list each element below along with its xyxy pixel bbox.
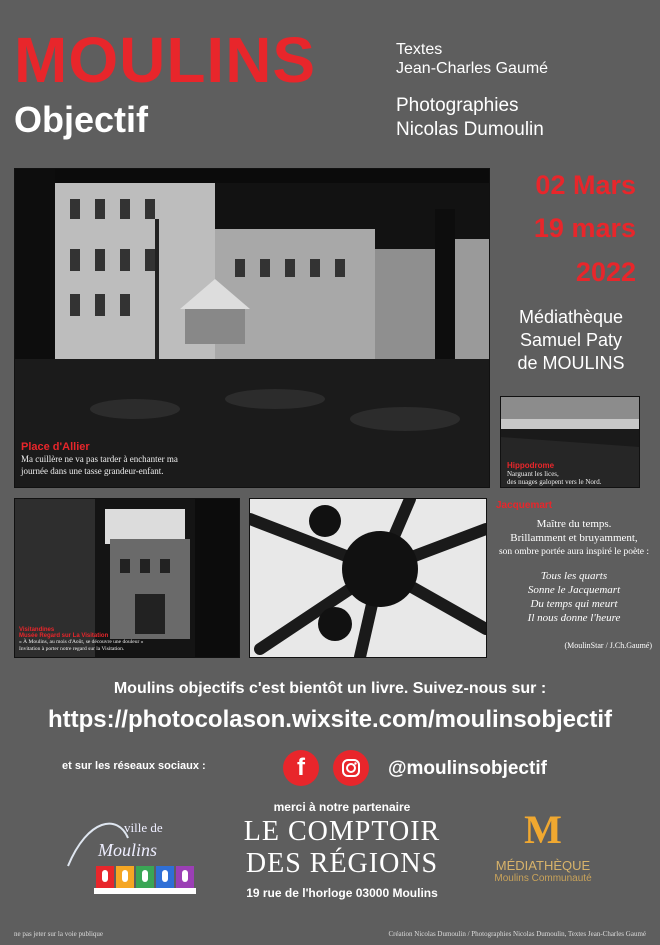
jacquemart-verse-1: Tous les quarts xyxy=(540,570,608,582)
mediatheque-logo-sub: Moulins Communauté xyxy=(494,873,592,884)
photos-author: Nicolas Dumoulin xyxy=(396,119,544,140)
ville-de-text: ville de xyxy=(124,820,163,835)
jacquemart-verse-4: Il nous donne l'heure xyxy=(527,612,621,624)
caption-visitandines xyxy=(19,627,219,653)
venue xyxy=(496,306,646,375)
social-handle[interactable]: @moulinsobjectif xyxy=(388,758,547,779)
date-end: 19 mars xyxy=(533,213,636,243)
mediatheque-logo-letter: M xyxy=(524,807,562,852)
caption-place-allier-line-2: journée dans une tasse grandeur-enfant. xyxy=(21,466,164,476)
poster-subtitle: Objectif xyxy=(14,99,149,140)
book-announcement: Moulins objectifs c'est bientôt un livre. Suivez-nous sur : xyxy=(113,680,547,697)
texts-credit xyxy=(396,40,548,78)
texts-label: Textes xyxy=(396,41,443,58)
partner-thanks: merci à notre partenaire xyxy=(273,800,411,814)
caption-visitandines-title: Visitandines xyxy=(19,627,55,633)
venue-line-2: Samuel Paty xyxy=(519,330,623,350)
venue-line-1: Médiathèque xyxy=(518,307,624,327)
caption-visitandines-line-2: Invitation à porter notre regard sur la Visitation. xyxy=(19,646,125,652)
caption-hippodrome-line-2: des nuages galopent vers le Nord. xyxy=(507,478,602,486)
jacquemart-verse-2: Sonne le Jacquemart xyxy=(527,584,621,596)
caption-place-allier xyxy=(21,441,351,477)
social-label: et sur les réseaux sociaux : xyxy=(62,760,206,772)
caption-hippodrome-line-1: Narguant les lices, xyxy=(507,470,559,478)
partner-name xyxy=(220,816,464,880)
photo-hippodrome xyxy=(500,396,640,488)
poster-title: MOULINS xyxy=(14,24,317,96)
jacquemart-title: Jacquemart xyxy=(496,500,553,511)
instagram-icon xyxy=(341,758,361,778)
photo-jacquemart-image xyxy=(250,499,486,657)
caption-place-allier-title: Place d'Allier xyxy=(21,441,90,453)
facebook-icon: f xyxy=(297,754,305,781)
jacquemart-credit: (MoulinStar / J.Ch.Gaumé) xyxy=(564,641,652,650)
jacquemart-line-3: son ombre portée aura inspiré le poète : xyxy=(498,547,650,557)
photo-visitandines xyxy=(14,498,240,658)
partner-name-line-2: DES RÉGIONS xyxy=(245,848,439,879)
photos-credit xyxy=(396,94,544,142)
facebook-button[interactable] xyxy=(283,750,319,786)
instagram-button[interactable] xyxy=(333,750,369,786)
partner-address: 19 rue de l'horloge 03000 Moulins xyxy=(246,886,438,900)
jacquemart-text xyxy=(496,500,652,653)
photo-jacquemart xyxy=(249,498,487,658)
caption-place-allier-line-1: Ma cuillère ne va pas tarder à enchanter ma xyxy=(21,454,178,464)
caption-hippodrome-title: Hippodrome xyxy=(507,461,555,470)
caption-visitandines-line-1: « À Moulins, au mois d'Août, se découvre une douleur » xyxy=(19,639,144,645)
texts-author: Jean-Charles Gaumé xyxy=(396,60,549,77)
moulins-logo-text: Moulins xyxy=(98,840,158,860)
ville-de-moulins-logo xyxy=(58,808,214,900)
photos-label: Photographies xyxy=(396,95,519,116)
jacquemart-line-2: Brillamment et bruyamment, xyxy=(510,532,638,544)
caption-hippodrome xyxy=(507,461,601,486)
date-start: 02 Mars xyxy=(535,170,636,200)
caption-visitandines-subtitle: Musée Regard sur La Visitation xyxy=(19,633,109,639)
website-link[interactable]: https://photocolason.wixsite.com/moulinsobjectif xyxy=(47,706,613,733)
footer-credits: Création Nicolas Dumoulin / Photographies Nicolas Dumoulin, Textes Jean-Charles Gaumé xyxy=(388,930,646,938)
mediatheque-logo-name: MÉDIATHÈQUE xyxy=(495,858,591,873)
venue-line-3: de MOULINS xyxy=(517,353,625,373)
jacquemart-verse-3: Du temps qui meurt xyxy=(530,598,618,610)
partner-name-line-1: LE COMPTOIR xyxy=(243,816,441,847)
footer-disclaimer: ne pas jeter sur la voie publique xyxy=(14,930,104,938)
photo-place-allier xyxy=(14,168,490,488)
jacquemart-line-1: Maître du temps. xyxy=(536,518,612,530)
photo-place-allier-image xyxy=(15,169,489,487)
date-year: 2022 xyxy=(575,257,636,287)
mediatheque-logo xyxy=(476,808,610,900)
